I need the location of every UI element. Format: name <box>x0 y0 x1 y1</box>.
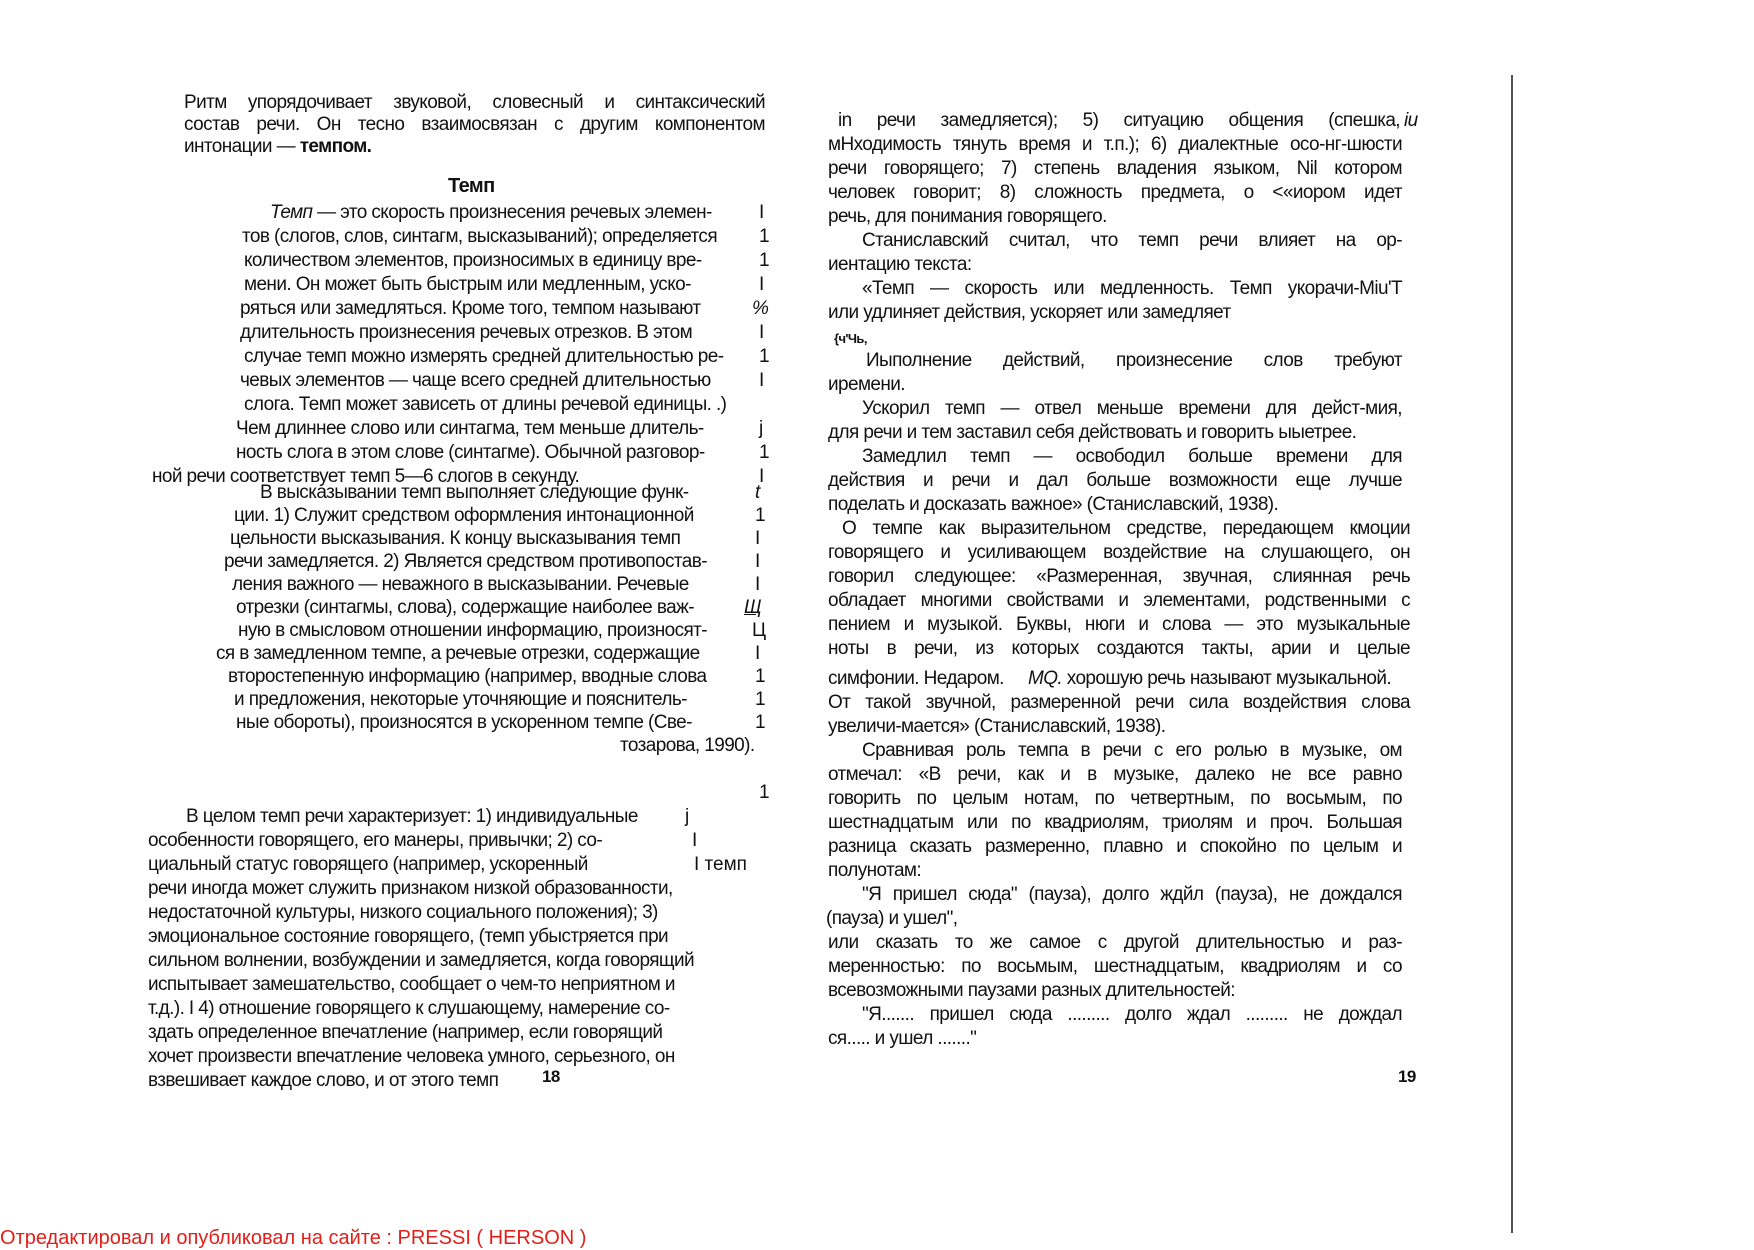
general-line: недостаточной культуры, низкого социального положения); 3) <box>148 902 658 923</box>
right-line: говорящего и усиливающем воздействие на слушающего, он <box>828 542 1410 563</box>
tiny-note: {ч'Чь, <box>834 331 867 346</box>
right-line: поделать и досказать важное» (Станиславский, 1938). <box>828 494 1279 515</box>
right-line: ся..... и ушел ......." <box>828 1028 977 1049</box>
right-line: От такой звучной, размеренной речи сила воздействия слова <box>828 692 1410 713</box>
margin-mark: 1 <box>755 712 766 733</box>
functions-line: цельности высказывания. К концу высказывания темп <box>230 528 681 549</box>
functions-line: речи замедляется. 2) Является средством противопостав- <box>224 551 707 572</box>
page-number-right: 19 <box>1398 1067 1416 1086</box>
margin-mark: 1 <box>759 250 770 271</box>
functions-line: ления важного — неважного в высказывании. Речевые <box>232 574 689 595</box>
definition-line: количеством элементов, произносимых в единицу вре- <box>244 250 702 271</box>
right-line: Сравнивая роль темпа в речи с его ролью в музыке, ом <box>862 740 1402 761</box>
general-line: т.д.). I 4) отношение говорящего к слушающему, намерение со- <box>148 998 670 1019</box>
definition-line: слога. Темп может зависеть от длины речевой единицы. .) <box>244 394 727 415</box>
margin-mark: j <box>759 418 764 439</box>
general-line: циальный статус говорящего (например, ускоренный <box>148 854 588 875</box>
definition-line: ряться или замедляться. Кроме того, темпом называют <box>240 298 701 319</box>
right-line: Замедлил темп — освободил больше времени для <box>862 446 1402 467</box>
intro-line-3-text: интонации — <box>184 136 300 157</box>
nedarom-italic: MQ. <box>1028 668 1063 689</box>
margin-mark: I <box>755 574 761 595</box>
definition-term-italic: Темп <box>270 202 313 223</box>
italic-fragment: iu <box>1404 110 1418 131</box>
right-line: Иыполнение действий, произнесение слов требуют <box>866 350 1402 371</box>
right-line: иентацию текста: <box>828 254 972 275</box>
definition-line: чевых элементов — чаще всего средней длительностью <box>240 370 711 391</box>
right-line: обладает многими свойствами и элементами, родственными с <box>828 590 1410 611</box>
definition-line: ной речи соответствует темп 5—6 слогов в секунду. <box>152 466 580 487</box>
definition-line: Чем длиннее слово или синтагма, тем меньше длитель- <box>236 418 704 439</box>
right-line: симфонии. Недаром. <box>828 668 1004 689</box>
right-line: говорил следующее: «Размеренная, звучная, слиянная речь <box>828 566 1410 587</box>
right-line: «Темп — скорость или медленность. Темп укорачи-Miu'T <box>862 278 1402 299</box>
functions-line: тозарова, 1990). <box>620 735 755 756</box>
definition-line: длительность произнесения речевых отрезков. В этом <box>240 322 693 343</box>
nedarom-tail: хорошую речь называют музыкальной. <box>1066 668 1392 689</box>
intro-line-2: состав речи. Он тесно взаимосвязан с другим компонентом <box>184 114 765 135</box>
right-line: или удлиняет действия, ускоряет или замедляет <box>828 302 1231 323</box>
right-line: отмечал: «В речи, как и в музыке, далеко не все равно <box>828 764 1402 785</box>
margin-mark: 1 <box>755 689 766 710</box>
general-mark-1: j <box>685 806 690 827</box>
right-line: всевозможными паузами разных длительностей: <box>828 980 1235 1001</box>
margin-mark: I <box>759 202 765 223</box>
right-line: для речи и тем заставил себя действовать и говорить ыыетрее. <box>828 422 1357 443</box>
definition-line: ность слога в этом слове (синтагме). Обычной разговор- <box>236 442 705 463</box>
margin-mark: 1 <box>759 442 770 463</box>
right-line: мНходимость тянуть время и т.п.); 6) диалектные осо-нг-шюсти <box>828 134 1402 155</box>
right-line: меренностью: по восьмым, шестнадцатым, квадриолям и со <box>828 956 1402 977</box>
general-line: сильном волнении, возбуждении и замедляется, когда говорящий <box>148 950 694 971</box>
right-line: речи говорящего; 7) степень владения языком, Nil котором <box>828 158 1402 179</box>
functions-line: и предложения, некоторые уточняющие и пояснитель- <box>234 689 687 710</box>
right-line: разница сказать размеренно, плавно и спокойно по целым и <box>828 836 1402 857</box>
right-line: Ускорил темп — отвел меньше времени для дейст-мия, <box>862 398 1402 419</box>
margin-mark: % <box>752 298 769 319</box>
right-line: ноты в речи, из которых создаются такты, арии и целые <box>828 638 1410 659</box>
right-line: действия и речи и дал больше возможности еще лучше <box>828 470 1402 491</box>
right-line: шестнадцатым или по квадриолям, триолям и проч. Большая <box>828 812 1402 833</box>
margin-mark: I <box>759 466 765 487</box>
right-line: иремени. <box>828 374 905 395</box>
right-line: человек говорит; 8) сложность предмета, о <«иором идет <box>828 182 1402 203</box>
general-line: эмоциональное состояние говорящего, (темп убыстряется при <box>148 926 669 947</box>
definition-first-line <box>270 202 712 224</box>
right-line: (пауза) и ушел", <box>826 908 958 929</box>
general-line: здать определенное впечатление (например, если говорящий <box>148 1022 663 1043</box>
page-divider <box>1511 75 1513 1233</box>
right-line: или сказать то же самое с другой длительностью и раз- <box>828 932 1402 953</box>
right-line: О темпе как выразительном средстве, передающем кмоции <box>842 518 1410 539</box>
functions-line: отрезки (синтагмы, слова), содержащие наиболее важ- <box>236 597 694 618</box>
margin-mark: I <box>759 322 765 343</box>
right-line: Станиславский считал, что темп речи влияет на ор- <box>862 230 1402 251</box>
general-line: испытывает замешательство, сообщает о чем-то неприятном и <box>148 974 675 995</box>
general-mark-2: I <box>692 830 698 851</box>
general-mark-3: I темп <box>694 854 747 875</box>
definition-line-text: — это скорость произнесения речевых элемен- <box>312 202 712 223</box>
definition-line: тов (слогов, слов, синтагм, высказываний); определяется <box>242 226 718 247</box>
margin-mark: 1 <box>759 346 770 367</box>
functions-line: В высказывании темп выполняет следующие функ- <box>260 482 689 503</box>
general-line: В целом темп речи характеризует: 1) индивидуальные <box>186 806 638 827</box>
general-line: речи иногда может служить признаком низкой образованности, <box>148 878 673 899</box>
definition-line: случае темп можно измерять средней длительностью ре- <box>244 346 724 367</box>
margin-mark: I <box>759 274 765 295</box>
margin-mark: I <box>755 551 761 572</box>
margin-mark: t <box>755 482 761 503</box>
margin-mark: I <box>759 370 765 391</box>
right-line: речь, для понимания говорящего. <box>828 206 1107 227</box>
margin-mark: 1 <box>755 666 766 687</box>
margin-mark: Ц <box>752 620 767 641</box>
intro-line-1: Ритм упорядочивает звуковой, словесный и синтаксический <box>184 92 765 113</box>
right-line: говорить по целым нотам, по четвертным, по восьмым, по <box>828 788 1402 809</box>
margin-mark: 1 <box>759 226 770 247</box>
general-line: взвешивает каждое слово, и от этого темп <box>148 1070 499 1091</box>
intro-line-3 <box>184 136 371 158</box>
right-line: in речи замедляется); 5) ситуацию общения (спешка, <box>838 110 1400 131</box>
functions-line: второстепенную информацию (например, вводные слова <box>228 666 707 687</box>
page-number-left: 18 <box>542 1067 560 1086</box>
right-line: увеличи-мается» (Станиславский, 1938). <box>828 716 1166 737</box>
right-line: полунотам: <box>828 860 922 881</box>
margin-mark: 1 <box>759 782 770 803</box>
functions-line: ную в смысловом отношении информацию, произносят- <box>238 620 708 641</box>
margin-mark: 1 <box>755 505 766 526</box>
nedarom-continuation <box>1028 668 1391 690</box>
functions-line: ся в замедленном темпе, а речевые отрезки, содержащие <box>216 643 700 664</box>
definition-line: мени. Он может быть быстрым или медленным, уско- <box>244 274 691 295</box>
functions-line: ные обороты), произносятся в ускоренном темпе (Све- <box>236 712 692 733</box>
general-line: хочет произвести впечатление человека умного, серьезного, он <box>148 1046 675 1067</box>
right-line: "Я....... пришел сюда ......... долго ждал ......... не дождал <box>862 1004 1402 1025</box>
footer-credit: Отредактировал и опубликовал на сайте : PRESSI ( HERSON ) <box>0 1227 587 1249</box>
margin-mark: Щ <box>744 597 762 618</box>
right-line: пением и музыкой. Буквы, нюги и слова — это музыкальные <box>828 614 1410 635</box>
margin-mark: I <box>755 528 761 549</box>
section-heading: Темп <box>448 175 495 197</box>
margin-mark: I <box>755 643 761 664</box>
right-line: "Я пришел сюда" (пауза), долго ждйл (пауза), не дождался <box>862 884 1402 905</box>
general-line: особенности говорящего, его манеры, привычки; 2) со- <box>148 830 603 851</box>
intro-bold-term: темпом. <box>299 136 372 157</box>
functions-line: ции. 1) Служит средством оформления интонационной <box>234 505 694 526</box>
